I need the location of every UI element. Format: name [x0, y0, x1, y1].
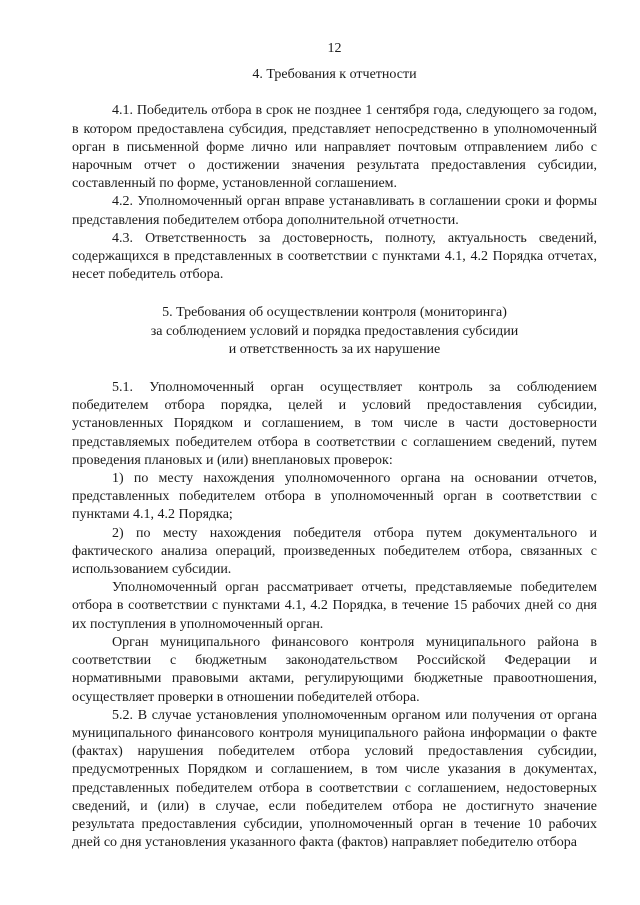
paragraph-5-2: 5.2. В случае установления уполномоченным органом или получения от органа муниципального финансового контроля муниципального района информации о факте (фактах) нарушения победителем отбора условий предоставления субсидии, предусмотренных Порядком и соглашением, в том числе указания в документах, представленных победителем отбора в соответствии с соглашением, недостоверных сведений, и (или) в случае, если победителем отбора не достигнуто значение результата предоставления субсидии, уполномоченный орган в течение 10 рабочих дней со дня установления указанного факта (фактов) направляет победителю отбора [72, 707, 597, 851]
section-4-title: 4. Требования к отчетности [252, 67, 417, 83]
document-page [72, 40, 597, 852]
paragraph-4-2: 4.2. Уполномоченный орган вправе устанавливать в соглашении сроки и формы представления победителем отбора дополнительной отчетности. [72, 194, 597, 228]
paragraph-financial-control: Орган муниципального финансового контроля муниципального района в соответствии с бюджетным законодательством Российской Федерации и нормативными правовыми актами, регулирующими бюджетные правоотношения, осуществляет проверки в отношении победителей отбора. [72, 634, 597, 705]
paragraph-5-1: 5.1. Уполномоченный орган осуществляет контроль за соблюдением победителем отбора порядка, целей и условий предоставления субсидии, установленных Порядком и соглашением, в том числе в части достоверности представляемых победителем отбора в соответствии с соглашением сведений, путем проведения плановых и (или) внеплановых проверок: [72, 380, 597, 468]
spacer [72, 359, 597, 379]
paragraph-4-1: 4.1. Победитель отбора в срок не позднее 1 сентября года, следующего за годом, в котором предоставлена субсидия, представляет непосредственно в уполномоченный орган в письменной форме лично или направляет почтовым отправлением либо с нарочным отчет о достижении значения результата предоставления субсидии, составленный по форме, установленной соглашением. [72, 103, 597, 192]
paragraph-4-3: 4.3. Ответственность за достоверность, полноту, актуальность сведений, содержащихся в представленных в соответствии с пунктами 4.1, 4.2 Порядка отчетах, несет победитель отбора. [72, 230, 597, 283]
spacer [72, 84, 597, 102]
paragraph-report-review: Уполномоченный орган рассматривает отчеты, представляемые победителем отбора в соответствии с пунктами 4.1, 4.2 Порядка, в течение 15 рабочих дней со дня их поступления в уполномоченный орган. [72, 580, 597, 632]
page-number: 12 [327, 41, 342, 56]
spacer [72, 284, 597, 304]
paragraph-5-1-item-2: 2) по месту нахождения победителя отбора путем документального и фактического анализа операций, произведенных победителем отбора, связанных с использованием субсидии. [72, 525, 597, 578]
paragraph-5-1-item-1: 1) по месту нахождения уполномоченного органа на основании отчетов, представленных победителем отбора в уполномоченный орган в соответствии с пунктами 4.1, 4.2 Порядка; [72, 471, 597, 523]
section-5-title-line-2: за соблюдением условий и порядка предоставления субсидии [150, 323, 519, 339]
section-5-title-line-1: 5. Требования об осуществлении контроля (мониторинга) [162, 305, 507, 321]
section-5-title-line-3: и ответственность за их нарушение [228, 341, 441, 357]
